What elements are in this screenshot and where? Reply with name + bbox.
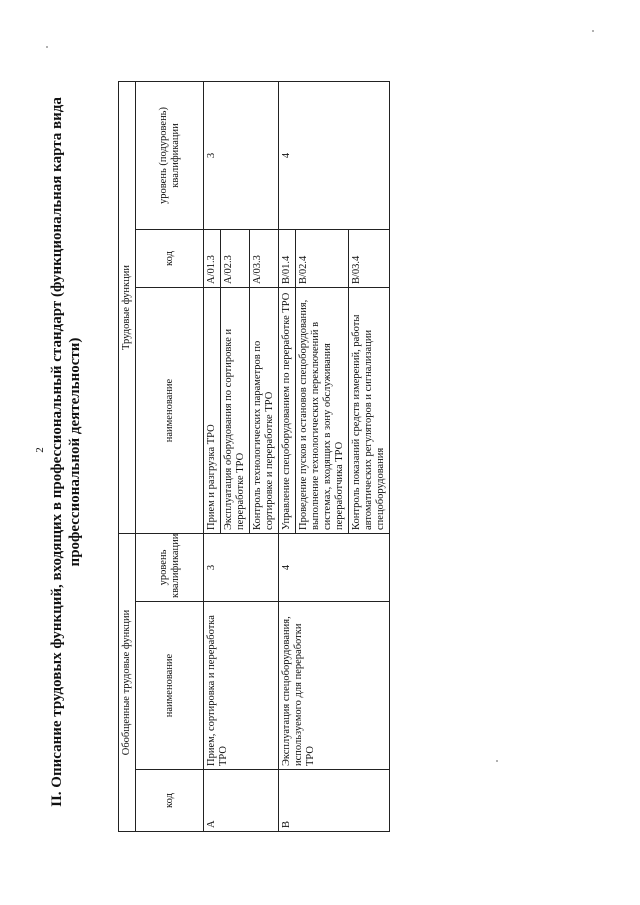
section-heading [48, 52, 84, 852]
table-row [279, 81, 296, 831]
col-tf-code: код [136, 230, 204, 288]
scan-speck [592, 30, 594, 32]
tf-code: В/02.4 [296, 230, 349, 288]
tf-sublevel: 3 [204, 81, 279, 229]
scan-speck [496, 760, 498, 762]
heading-line-1: II. Описание трудовых функций, входящих в профессиональный стандарт (функциональная карта вида [49, 97, 65, 807]
tf-code: А/01.3 [204, 230, 221, 288]
tf-code: А/02.3 [221, 230, 250, 288]
group-header-row [119, 81, 136, 831]
column-header-row [136, 81, 204, 831]
tf-name: Прием и разгрузка ТРО [204, 288, 221, 534]
tf-code: В/03.4 [349, 230, 390, 288]
tf-name: Эксплуатация оборудования по сортировке и переработке ТРО [221, 288, 250, 534]
gtf-code: В [279, 770, 390, 832]
functional-map-table [118, 81, 390, 832]
col-name: наименование [136, 602, 204, 770]
col-code: код [136, 770, 204, 832]
tf-name: Управление спецоборудованием по переработке ТРО [279, 288, 296, 534]
gtf-code: А [204, 770, 279, 832]
generalized-functions-header: Обобщенные трудовые функции [119, 534, 136, 832]
gtf-name: Эксплуатация спецоборудования, используемого для переработки ТРО [279, 602, 390, 770]
heading-line-2: профессиональной деятельности) [67, 337, 83, 567]
page-number: 2 [34, 447, 46, 453]
gtf-level: 4 [279, 534, 390, 602]
tf-name: Проведение пусков и остановов спецоборудования, выполнение технологических переключений в системах, входящих в зону обслуживания переработчика ТРО [296, 288, 349, 534]
col-tf-name: наименование [136, 288, 204, 534]
tf-code: А/03.3 [250, 230, 279, 288]
tf-code: В/01.4 [279, 230, 296, 288]
scan-speck [46, 46, 48, 48]
gtf-level: 3 [204, 534, 279, 602]
table-row [204, 81, 221, 831]
tf-sublevel: 4 [279, 81, 390, 229]
tf-name: Контроль показаний средств измерений, работы автоматических регуляторов и сигнализации спецоборудования [349, 288, 390, 534]
col-sublevel: уровень (подуровень) квалификации [136, 81, 204, 229]
col-level: уровень квалификации [136, 534, 204, 602]
rotated-page [40, 52, 600, 852]
gtf-name: Прием, сортировка и переработка ТРО [204, 602, 279, 770]
labor-functions-header: Трудовые функции [119, 81, 136, 533]
tf-name: Контроль технологических параметров по сортировке и переработке ТРО [250, 288, 279, 534]
